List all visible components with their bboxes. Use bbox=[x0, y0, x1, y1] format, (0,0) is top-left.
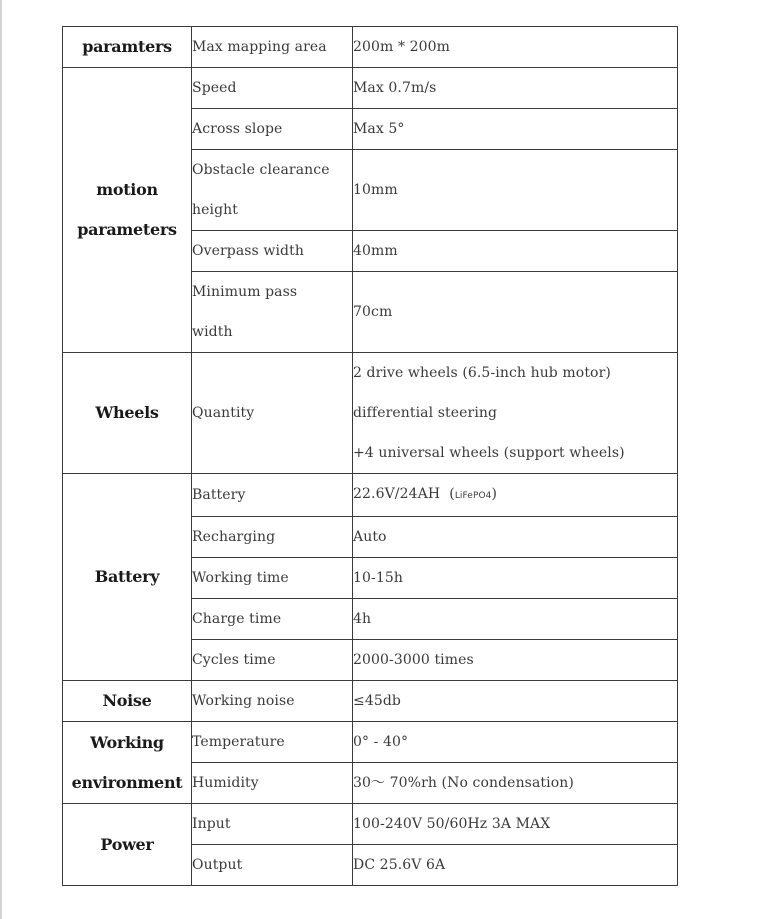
parameter-label: Max mapping area bbox=[192, 39, 327, 55]
value-text bbox=[353, 433, 677, 473]
value-text bbox=[353, 640, 677, 680]
value-text bbox=[353, 599, 677, 639]
category-cell bbox=[63, 722, 192, 804]
note-paren: ) bbox=[491, 486, 498, 502]
value-text bbox=[353, 845, 677, 885]
value-label: ≤45db bbox=[353, 693, 401, 709]
parameter-cell bbox=[192, 763, 353, 804]
category-label: paramters bbox=[82, 37, 172, 56]
category-label: motion bbox=[96, 180, 158, 199]
value-cell bbox=[353, 640, 678, 681]
value-label: 70cm bbox=[353, 304, 393, 320]
value-note: LiFePO4 bbox=[454, 491, 492, 501]
parameter-cell bbox=[192, 599, 353, 640]
table-row bbox=[63, 474, 678, 517]
value-label: 200m * 200m bbox=[353, 39, 450, 55]
value-label: 22.6V/24AH bbox=[353, 486, 441, 502]
value-text bbox=[353, 722, 677, 762]
table-row bbox=[63, 681, 678, 722]
category-label: Working bbox=[90, 732, 164, 752]
parameter-label: Quantity bbox=[192, 405, 255, 421]
parameter-cell bbox=[192, 231, 353, 272]
parameter-cell bbox=[192, 845, 353, 886]
value-cell bbox=[353, 845, 678, 886]
value-label: 30～ 70%rh (No condensation) bbox=[353, 775, 574, 791]
value-cell bbox=[353, 68, 678, 109]
value-cell bbox=[353, 231, 678, 272]
parameter-label: width bbox=[192, 324, 233, 340]
value-label: Max 5° bbox=[353, 121, 405, 137]
spec-table bbox=[62, 26, 678, 886]
category-label: Wheels bbox=[95, 403, 159, 422]
value-cell bbox=[353, 599, 678, 640]
parameter-label: Recharging bbox=[192, 529, 276, 545]
value-label: 2000-3000 times bbox=[353, 652, 474, 668]
value-label: 40mm bbox=[353, 243, 398, 259]
value-text bbox=[353, 517, 677, 557]
category-cell bbox=[63, 681, 192, 722]
table-row bbox=[63, 68, 678, 109]
parameter-cell bbox=[192, 558, 353, 599]
value-cell bbox=[353, 474, 678, 517]
parameter-cell bbox=[192, 353, 353, 474]
category-cell bbox=[63, 68, 192, 353]
value-label: 0° - 40° bbox=[353, 734, 409, 750]
parameter-label: Charge time bbox=[192, 611, 282, 627]
value-text bbox=[353, 804, 677, 844]
parameter-label: Across slope bbox=[192, 121, 283, 137]
category-label: parameters bbox=[77, 220, 177, 239]
parameter-label: Overpass width bbox=[192, 243, 304, 259]
category-cell bbox=[63, 474, 192, 681]
value-cell bbox=[353, 109, 678, 150]
value-cell bbox=[353, 150, 678, 231]
value-cell bbox=[353, 353, 678, 474]
table-row bbox=[63, 353, 678, 474]
value-cell bbox=[353, 722, 678, 763]
parameter-label: Cycles time bbox=[192, 652, 276, 668]
value-text bbox=[353, 170, 677, 210]
value-text bbox=[353, 393, 677, 433]
category-label: environment bbox=[71, 772, 183, 792]
value-cell bbox=[353, 763, 678, 804]
category-cell bbox=[63, 353, 192, 474]
parameter-label: Output bbox=[192, 857, 243, 873]
parameter-label: Humidity bbox=[192, 775, 259, 791]
value-cell bbox=[353, 558, 678, 599]
value-cell bbox=[353, 804, 678, 845]
parameter-cell bbox=[192, 27, 353, 68]
value-label: 2 drive wheels (6.5-inch hub motor) bbox=[353, 365, 611, 381]
table-row bbox=[63, 27, 678, 68]
parameter-cell bbox=[192, 804, 353, 845]
parameter-label: Battery bbox=[192, 487, 246, 503]
table-row bbox=[63, 804, 678, 845]
parameter-cell bbox=[192, 517, 353, 558]
value-text bbox=[353, 292, 677, 332]
parameter-label: Working time bbox=[192, 570, 289, 586]
table-row bbox=[63, 722, 678, 763]
parameter-label: Temperature bbox=[192, 734, 285, 750]
category-cell bbox=[63, 804, 192, 886]
parameter-label: Working noise bbox=[192, 693, 295, 709]
value-cell bbox=[353, 517, 678, 558]
parameter-label: Input bbox=[192, 816, 231, 832]
value-text bbox=[353, 474, 677, 516]
parameter-cell bbox=[192, 722, 353, 763]
value-text bbox=[353, 27, 677, 67]
parameter-cell bbox=[192, 150, 353, 231]
value-label: 4h bbox=[353, 611, 372, 627]
value-text bbox=[353, 353, 677, 393]
value-cell bbox=[353, 681, 678, 722]
parameter-cell bbox=[192, 272, 353, 353]
category-cell bbox=[63, 27, 192, 68]
value-label: 10-15h bbox=[353, 570, 403, 586]
value-text bbox=[353, 558, 677, 598]
value-text bbox=[353, 231, 677, 271]
category-label: Power bbox=[100, 834, 154, 854]
parameter-label: Obstacle clearance bbox=[192, 162, 330, 178]
note-paren: ( bbox=[440, 486, 455, 502]
category-label: Noise bbox=[102, 691, 152, 710]
parameter-label: Speed bbox=[192, 80, 237, 96]
page-left-edge bbox=[0, 0, 2, 919]
parameter-cell bbox=[192, 68, 353, 109]
value-text bbox=[353, 763, 677, 803]
value-label: 10mm bbox=[353, 182, 398, 198]
value-label: +4 universal wheels (support wheels) bbox=[353, 445, 625, 461]
value-label: DC 25.6V 6A bbox=[353, 857, 446, 873]
parameter-cell bbox=[192, 640, 353, 681]
parameter-cell bbox=[192, 474, 353, 517]
parameter-label: height bbox=[192, 202, 238, 218]
category-label: Battery bbox=[94, 567, 160, 586]
parameter-label: Minimum pass bbox=[192, 284, 298, 300]
value-text bbox=[353, 68, 677, 108]
value-text bbox=[353, 109, 677, 149]
value-label: differential steering bbox=[353, 405, 498, 421]
value-label: Auto bbox=[353, 529, 387, 545]
parameter-cell bbox=[192, 109, 353, 150]
value-cell bbox=[353, 27, 678, 68]
value-label: 100-240V 50/60Hz 3A MAX bbox=[353, 816, 551, 832]
value-cell bbox=[353, 272, 678, 353]
spec-table-body bbox=[63, 27, 678, 886]
value-text bbox=[353, 681, 677, 721]
value-label: Max 0.7m/s bbox=[353, 80, 437, 96]
parameter-cell bbox=[192, 681, 353, 722]
